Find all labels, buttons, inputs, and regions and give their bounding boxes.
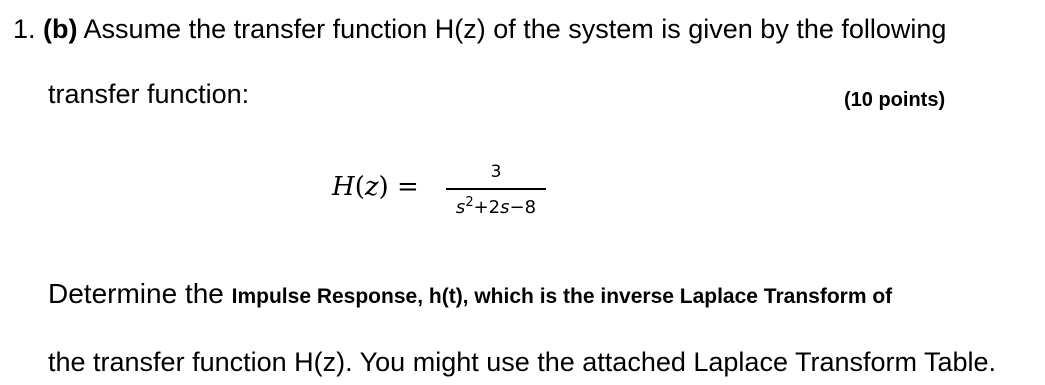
question-bold-term: Impulse Response [231, 285, 418, 308]
equation-numerator: 3 [490, 162, 502, 182]
problem-intro-line2: transfer function: [48, 79, 250, 109]
points-label: (10 points) [844, 89, 946, 111]
question-bold-continuation: h(t), which is the inverse Laplace Transform of [428, 285, 893, 308]
equation-lhs: H(z) = [332, 172, 419, 202]
fraction-bar [446, 188, 546, 190]
equation-denominator: $s^2+2s-8$ [455, 195, 537, 218]
problem-intro-text: Assume the transfer function H(z) of the system is given by the following [77, 14, 947, 44]
transfer-function-equation [332, 160, 592, 230]
equation-fraction [446, 160, 546, 230]
problem-number: 1. [13, 14, 36, 44]
question-line2: the transfer function H(z). You might use the attached Laplace Transform Table. [48, 347, 997, 377]
problem-intro-line1 [13, 13, 946, 45]
question-lead: Determine the [48, 278, 232, 309]
question-line1: Determine the Impulse Response, h(t), which is the inverse Laplace Transform of [48, 278, 893, 309]
problem-part-label: (b) [43, 14, 78, 44]
